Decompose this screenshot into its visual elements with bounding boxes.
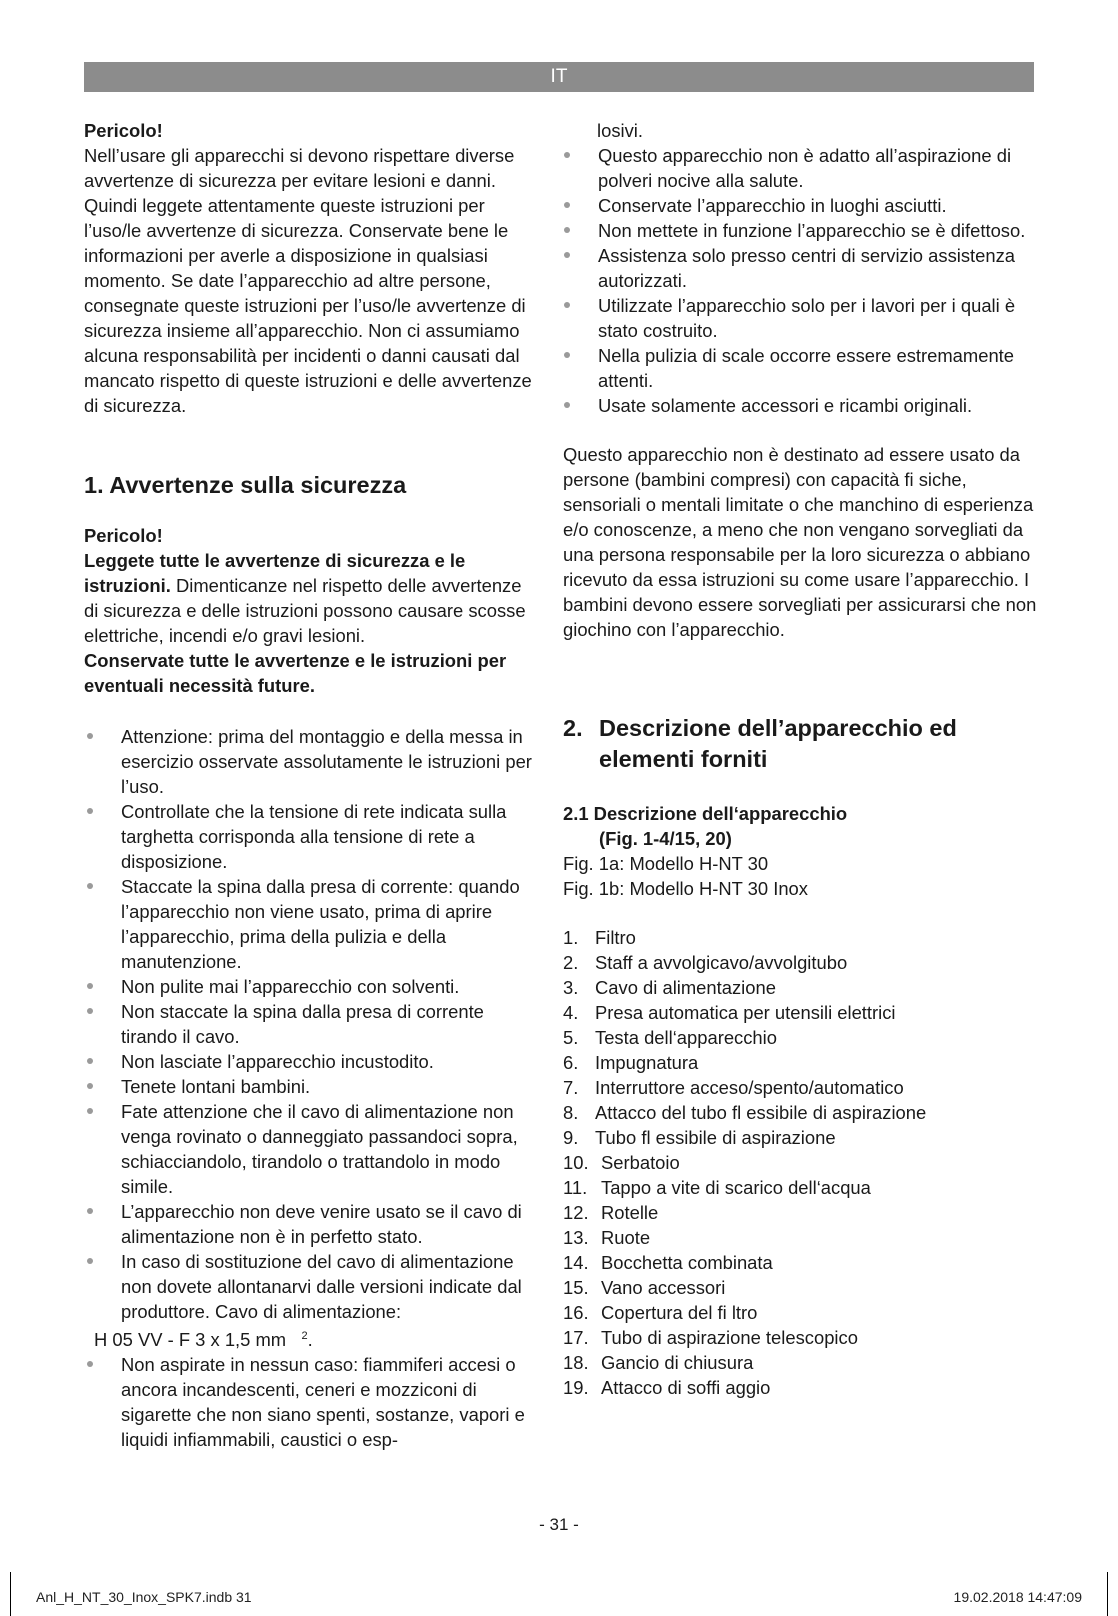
cable-spec — [84, 1324, 539, 1352]
safety-bullet-list-continued — [84, 1352, 539, 1452]
list-item — [563, 1025, 1039, 1050]
section-2-heading — [563, 713, 1039, 775]
list-item — [563, 1075, 1039, 1100]
warning-paragraph — [84, 548, 539, 648]
part-label: Impugnatura — [595, 1052, 699, 1073]
list-item: Non aspirate in nessun caso: fiammiferi accesi o ancora incandescenti, ceneri e mozziconi di sigarette che non siano spenti, sostanze, vapori e liquidi infiammabili, caustici o esp- — [84, 1352, 539, 1452]
part-number: 1. — [563, 927, 579, 948]
language-header-bar — [84, 62, 1034, 92]
list-item: Tenete lontani bambini. — [84, 1074, 539, 1099]
list-item — [563, 1200, 1039, 1225]
danger-title-2: Pericolo! — [84, 525, 163, 546]
part-label: Tubo fl essibile di aspirazione — [595, 1127, 836, 1148]
list-item: Nella pulizia di scale occorre essere estremamente attenti. — [561, 343, 1039, 393]
part-label: Vano accessori — [601, 1277, 726, 1298]
figure-1b-caption: Fig. 1b: Modello H-NT 30 Inox — [563, 878, 808, 899]
cable-spec-superscript: 2 — [301, 1330, 308, 1342]
part-number: 16. — [563, 1302, 589, 1323]
list-item — [563, 975, 1039, 1000]
list-item — [563, 925, 1039, 950]
list-item — [563, 1050, 1039, 1075]
footer-timestamp: 19.02.2018 14:47:09 — [953, 1589, 1082, 1605]
list-item — [563, 1100, 1039, 1125]
crop-mark-left — [10, 1572, 11, 1616]
continued-text: losivi. — [597, 120, 643, 141]
subsection-heading: 2.1 Descrizione dell‘apparecchio — [563, 803, 848, 824]
part-label: Attacco del tubo fl essibile di aspirazione — [595, 1102, 927, 1123]
part-label: Rotelle — [601, 1202, 659, 1223]
list-item: Conservate l’apparecchio in luoghi asciutti. — [561, 193, 1039, 218]
list-item — [563, 1125, 1039, 1150]
list-item: Usate solamente accessori e ricambi originali. — [561, 393, 1039, 418]
warning-bold-1: Leggete tutte le avvertenze di sicurezza e le istruzioni. — [84, 550, 466, 596]
list-item — [563, 1325, 1039, 1350]
parts-list — [563, 925, 1039, 1400]
list-item: Non mettete in funzione l’apparecchio se è difettoso. — [561, 218, 1039, 243]
part-label: Copertura del fi ltro — [601, 1302, 758, 1323]
children-note-paragraph: Questo apparecchio non è destinato ad essere usato da persone (bambini compresi) con capacità fi siche, sensoriali o mentali limitate o che manchino di esperienza e/o conoscenze, a meno che non vengano sorvegliati da una persona responsabile per la loro sicurezza o abbiano ricevuto da essa istruzioni su come usare l’apparecchio. I bambini devono essere sorvegliati per assicurarsi che non giochino con l’apparecchio. — [563, 444, 1037, 640]
warning-bold-2: Conservate tutte le avvertenze e le istruzioni per eventuali necessità future. — [84, 650, 507, 696]
part-number: 2. — [563, 952, 579, 973]
list-item: Non lasciate l’apparecchio incustodito. — [84, 1049, 539, 1074]
list-item — [563, 950, 1039, 975]
list-item — [563, 1250, 1039, 1275]
section-1-heading: 1. Avvertenze sulla sicurezza — [84, 472, 407, 498]
safety-bullet-list-right — [561, 143, 1039, 418]
part-number: 7. — [563, 1077, 579, 1098]
part-label: Staff a avvolgicavo/avvolgitubo — [595, 952, 848, 973]
part-number: 5. — [563, 1027, 579, 1048]
part-number: 10. — [563, 1152, 589, 1173]
list-item: Fate attenzione che il cavo di alimentazione non venga rovinato o danneggiato passandoci sopra, schiacciandolo, tirandolo o trattandolo in modo simile. — [84, 1099, 539, 1199]
part-number: 3. — [563, 977, 579, 998]
part-label: Serbatoio — [601, 1152, 680, 1173]
safety-bullet-list — [84, 724, 539, 1324]
crop-mark-right — [1107, 1572, 1108, 1616]
list-item: In caso di sostituzione del cavo di alimentazione non dovete allontanarvi dalle versioni indicate dal produttore. Cavo di alimentazione: — [84, 1249, 539, 1324]
part-number: 11. — [563, 1177, 588, 1198]
part-label: Gancio di chiusura — [601, 1352, 754, 1373]
list-item — [563, 1300, 1039, 1325]
list-item — [563, 1225, 1039, 1250]
left-column — [84, 118, 539, 1452]
list-item: Assistenza solo presso centri di servizio assistenza autorizzati. — [561, 243, 1039, 293]
intro-paragraph: Nell’usare gli apparecchi si devono rispettare diverse avvertenze di sicurezza per evitare lesioni e danni. Quindi leggete attentamente queste istruzioni per l’uso/le avvertenze di sicurezza. Conservate bene le informazioni per averle a disposizione in qualsiasi momento. Se date l’apparecchio ad altre persone, consegnate queste istruzioni per l’uso/le avvertenze di sicurezza insieme all’apparecchio. Non ci assumiamo alcuna responsabilità per incidenti o danni causati dal mancato rispetto di queste istruzioni e delle avvertenze di sicurezza. — [84, 145, 532, 416]
list-item: Utilizzate l’apparecchio solo per i lavori per i quali è stato costruito. — [561, 293, 1039, 343]
part-label: Bocchetta combinata — [601, 1252, 773, 1273]
list-item: Non staccate la spina dalla presa di corrente tirando il cavo. — [84, 999, 539, 1049]
part-label: Tappo a vite di scarico dell‘acqua — [601, 1177, 871, 1198]
part-label: Tubo di aspirazione telescopico — [601, 1327, 858, 1348]
part-label: Testa dell‘apparecchio — [595, 1027, 777, 1048]
list-item — [563, 1350, 1039, 1375]
part-number: 6. — [563, 1052, 579, 1073]
list-item: Controllate che la tensione di rete indicata sulla targhetta corrisponda alla tensione di rete a disposizione. — [84, 799, 539, 874]
right-column — [563, 118, 1039, 1400]
part-label: Filtro — [595, 927, 636, 948]
footer-file-info: Anl_H_NT_30_Inox_SPK7.indb 31 — [36, 1589, 252, 1605]
part-label: Attacco di soffi aggio — [601, 1377, 771, 1398]
cable-spec-end: . — [307, 1329, 313, 1351]
danger-title: Pericolo! — [84, 120, 163, 141]
part-number: 9. — [563, 1127, 579, 1148]
part-label: Ruote — [601, 1227, 651, 1248]
language-code: IT — [550, 66, 568, 87]
subsection-figure-ref: (Fig. 1-4/15, 20) — [599, 828, 732, 849]
list-item — [563, 1275, 1039, 1300]
part-number: 15. — [563, 1277, 589, 1298]
page-number: - 31 - — [539, 1515, 579, 1534]
list-item — [563, 1000, 1039, 1025]
figure-1a-caption: Fig. 1a: Modello H-NT 30 — [563, 853, 769, 874]
list-item — [563, 1175, 1039, 1200]
part-label: Interruttore acceso/spento/automatico — [595, 1077, 904, 1098]
section-2-number: 2. — [563, 715, 583, 741]
warning-text: Dimenticanze nel rispetto delle avvertenze di sicurezza e delle istruzioni possono causare scosse elettriche, incendi e/o gravi lesioni. — [84, 575, 526, 646]
part-number: 4. — [563, 1002, 579, 1023]
section-2-title: Descrizione dell’apparecchio ed elementi forniti — [599, 715, 957, 772]
part-label: Cavo di alimentazione — [595, 977, 776, 998]
part-number: 19. — [563, 1377, 589, 1398]
part-number: 8. — [563, 1102, 579, 1123]
list-item: Non pulite mai l’apparecchio con solventi. — [84, 974, 539, 999]
list-item: Staccate la spina dalla presa di corrente: quando l’apparecchio non viene usato, prima di aprire l’apparecchio, prima della pulizia e della manutenzione. — [84, 874, 539, 974]
list-item: Questo apparecchio non è adatto all’aspirazione di polveri nocive alla salute. — [561, 143, 1039, 193]
part-number: 17. — [563, 1327, 589, 1348]
list-item — [563, 1375, 1039, 1400]
list-item — [563, 1150, 1039, 1175]
part-number: 12. — [563, 1202, 589, 1223]
part-label: Presa automatica per utensili elettrici — [595, 1002, 896, 1023]
list-item: L’apparecchio non deve venire usato se il cavo di alimentazione non è in perfetto stato. — [84, 1199, 539, 1249]
list-item: Attenzione: prima del montaggio e della messa in esercizio osservate assolutamente le istruzioni per l’uso. — [84, 724, 539, 799]
cable-spec-text: H 05 VV - F 3 x 1,5 mm — [94, 1329, 287, 1351]
part-number: 13. — [563, 1227, 589, 1248]
part-number: 18. — [563, 1352, 589, 1373]
part-number: 14. — [563, 1252, 589, 1273]
